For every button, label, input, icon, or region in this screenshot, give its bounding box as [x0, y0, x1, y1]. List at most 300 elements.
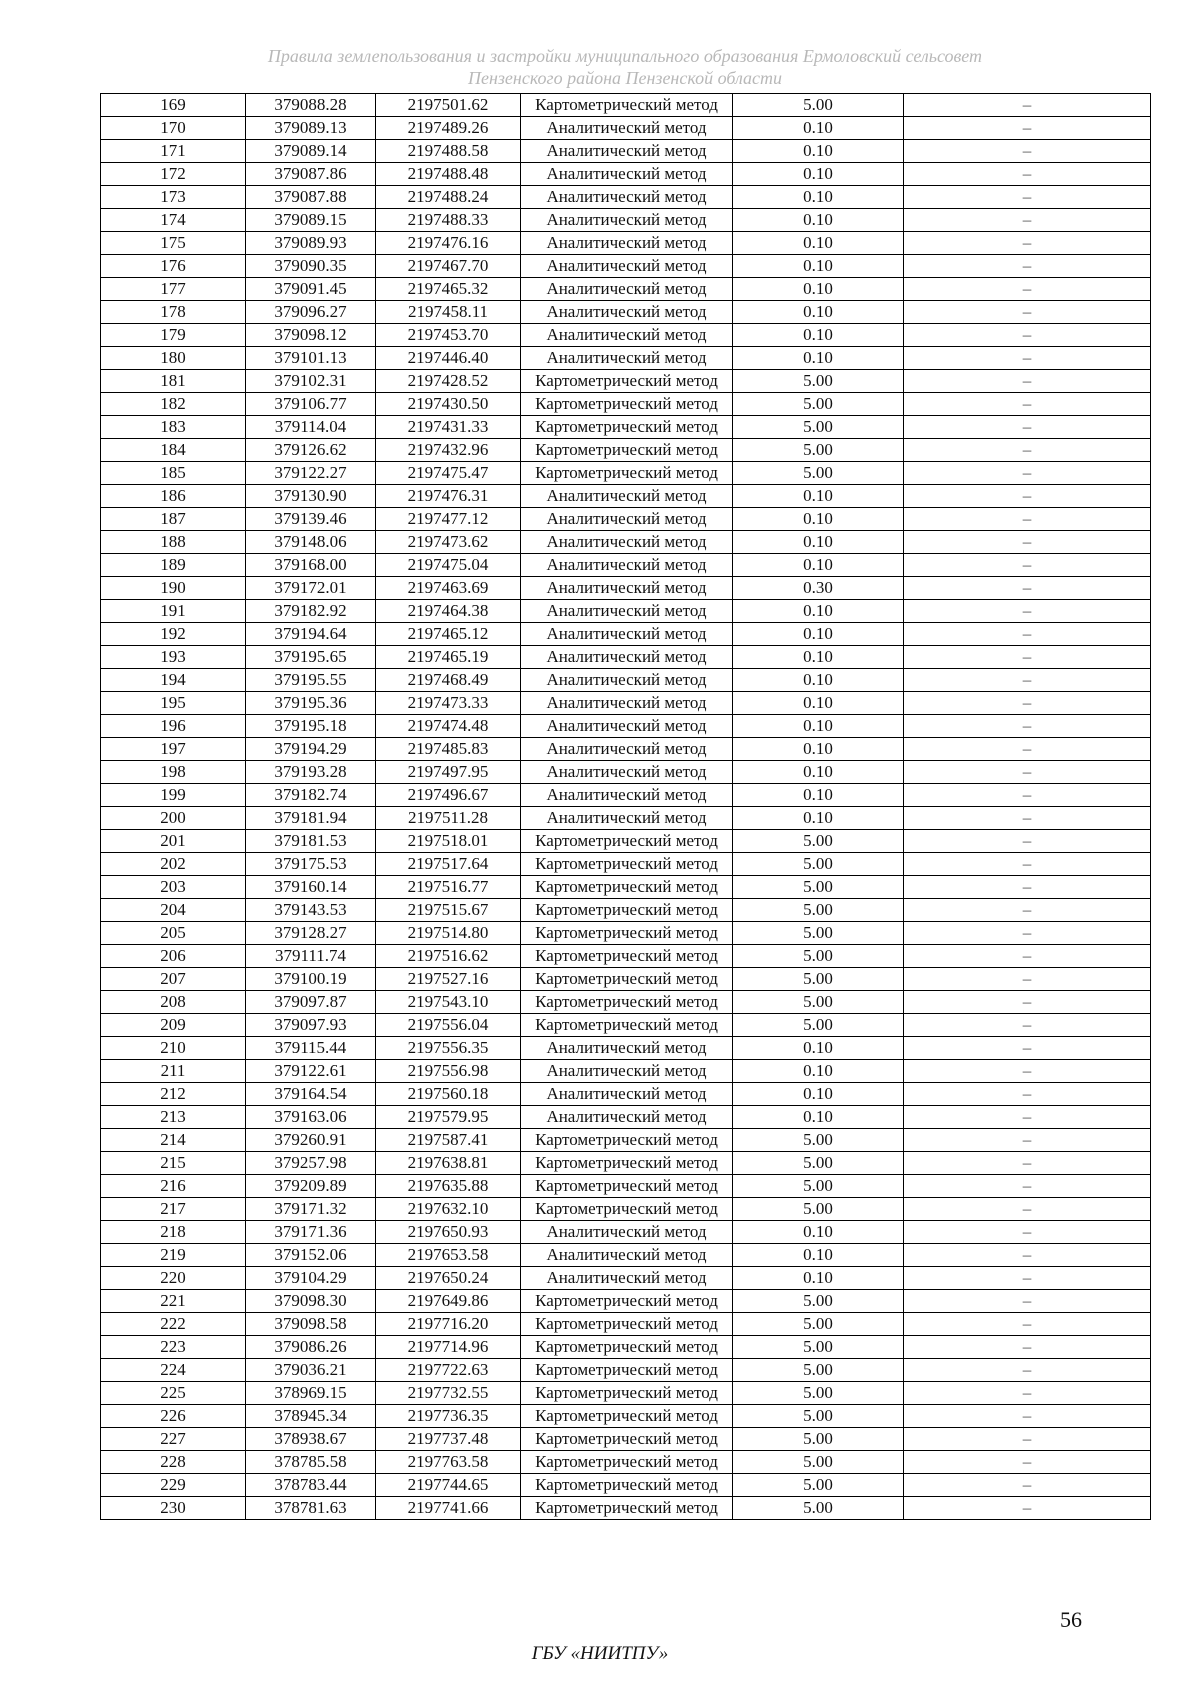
point-number-cell: 200 [101, 807, 246, 830]
y-coordinate-cell: 2197737.48 [376, 1428, 521, 1451]
accuracy-cell: 0.10 [733, 738, 904, 761]
point-number-cell: 221 [101, 1290, 246, 1313]
method-cell: Картометрический метод [521, 830, 733, 853]
point-number-cell: 186 [101, 485, 246, 508]
y-coordinate-cell: 2197474.48 [376, 715, 521, 738]
point-number-cell: 183 [101, 416, 246, 439]
method-cell: Аналитический метод [521, 761, 733, 784]
y-coordinate-cell: 2197488.33 [376, 209, 521, 232]
x-coordinate-cell: 379097.93 [246, 1014, 376, 1037]
method-cell: Аналитический метод [521, 784, 733, 807]
x-coordinate-cell: 378785.58 [246, 1451, 376, 1474]
accuracy-cell: 5.00 [733, 1382, 904, 1405]
accuracy-cell: 5.00 [733, 1497, 904, 1520]
table-row [101, 1037, 1151, 1060]
header-line-1: Правила землепользования и застройки муниципального образования Ермоловский сельсовет [267, 46, 983, 66]
table-row [101, 968, 1151, 991]
x-coordinate-cell: 379114.04 [246, 416, 376, 439]
point-number-cell: 201 [101, 830, 246, 853]
method-cell: Аналитический метод [521, 577, 733, 600]
method-cell: Картометрический метод [521, 94, 733, 117]
point-number-cell: 225 [101, 1382, 246, 1405]
table-row [101, 1497, 1151, 1520]
coordinates-table [100, 93, 1151, 1520]
table-row [101, 669, 1151, 692]
method-cell: Аналитический метод [521, 301, 733, 324]
x-coordinate-cell: 378945.34 [246, 1405, 376, 1428]
method-cell: Картометрический метод [521, 1382, 733, 1405]
formula-cell: – [904, 117, 1151, 140]
point-number-cell: 212 [101, 1083, 246, 1106]
accuracy-cell: 0.10 [733, 1244, 904, 1267]
table-row [101, 646, 1151, 669]
formula-cell: – [904, 876, 1151, 899]
y-coordinate-cell: 2197458.11 [376, 301, 521, 324]
formula-cell: – [904, 186, 1151, 209]
page-number: 56 [1060, 1607, 1082, 1632]
y-coordinate-cell: 2197477.12 [376, 508, 521, 531]
running-header [100, 45, 1150, 89]
y-coordinate-cell: 2197501.62 [376, 94, 521, 117]
accuracy-cell: 5.00 [733, 899, 904, 922]
point-number-cell: 191 [101, 600, 246, 623]
y-coordinate-cell: 2197473.33 [376, 692, 521, 715]
accuracy-cell: 0.10 [733, 1037, 904, 1060]
y-coordinate-cell: 2197556.35 [376, 1037, 521, 1060]
method-cell: Картометрический метод [521, 1359, 733, 1382]
x-coordinate-cell: 379139.46 [246, 508, 376, 531]
formula-cell: – [904, 554, 1151, 577]
y-coordinate-cell: 2197722.63 [376, 1359, 521, 1382]
formula-cell: – [904, 715, 1151, 738]
method-cell: Картометрический метод [521, 945, 733, 968]
point-number-cell: 202 [101, 853, 246, 876]
accuracy-cell: 0.10 [733, 232, 904, 255]
formula-cell: – [904, 1014, 1151, 1037]
method-cell: Аналитический метод [521, 163, 733, 186]
method-cell: Аналитический метод [521, 554, 733, 577]
y-coordinate-cell: 2197515.67 [376, 899, 521, 922]
accuracy-cell: 0.10 [733, 715, 904, 738]
accuracy-cell: 5.00 [733, 1451, 904, 1474]
y-coordinate-cell: 2197560.18 [376, 1083, 521, 1106]
point-number-cell: 195 [101, 692, 246, 715]
x-coordinate-cell: 379209.89 [246, 1175, 376, 1198]
y-coordinate-cell: 2197476.16 [376, 232, 521, 255]
method-cell: Аналитический метод [521, 278, 733, 301]
y-coordinate-cell: 2197518.01 [376, 830, 521, 853]
method-cell: Аналитический метод [521, 692, 733, 715]
table-row [101, 577, 1151, 600]
table-row [101, 324, 1151, 347]
y-coordinate-cell: 2197714.96 [376, 1336, 521, 1359]
formula-cell: – [904, 416, 1151, 439]
formula-cell: – [904, 1336, 1151, 1359]
point-number-cell: 207 [101, 968, 246, 991]
accuracy-cell: 0.10 [733, 1060, 904, 1083]
formula-cell: – [904, 324, 1151, 347]
table-row [101, 1152, 1151, 1175]
x-coordinate-cell: 379195.18 [246, 715, 376, 738]
table-row [101, 140, 1151, 163]
table-row [101, 761, 1151, 784]
formula-cell: – [904, 94, 1151, 117]
point-number-cell: 193 [101, 646, 246, 669]
accuracy-cell: 0.10 [733, 669, 904, 692]
x-coordinate-cell: 379091.45 [246, 278, 376, 301]
point-number-cell: 229 [101, 1474, 246, 1497]
method-cell: Картометрический метод [521, 1290, 733, 1313]
x-coordinate-cell: 379100.19 [246, 968, 376, 991]
table-row [101, 715, 1151, 738]
method-cell: Картометрический метод [521, 439, 733, 462]
formula-cell: – [904, 370, 1151, 393]
x-coordinate-cell: 379106.77 [246, 393, 376, 416]
accuracy-cell: 5.00 [733, 1152, 904, 1175]
table-row [101, 209, 1151, 232]
point-number-cell: 220 [101, 1267, 246, 1290]
x-coordinate-cell: 379163.06 [246, 1106, 376, 1129]
accuracy-cell: 0.10 [733, 1267, 904, 1290]
y-coordinate-cell: 2197475.04 [376, 554, 521, 577]
formula-cell: – [904, 1497, 1151, 1520]
y-coordinate-cell: 2197556.98 [376, 1060, 521, 1083]
x-coordinate-cell: 379168.00 [246, 554, 376, 577]
table-row [101, 738, 1151, 761]
accuracy-cell: 0.10 [733, 531, 904, 554]
x-coordinate-cell: 379089.93 [246, 232, 376, 255]
y-coordinate-cell: 2197428.52 [376, 370, 521, 393]
method-cell: Аналитический метод [521, 1244, 733, 1267]
point-number-cell: 209 [101, 1014, 246, 1037]
formula-cell: – [904, 692, 1151, 715]
x-coordinate-cell: 379160.14 [246, 876, 376, 899]
table-row [101, 462, 1151, 485]
table-row [101, 991, 1151, 1014]
method-cell: Аналитический метод [521, 807, 733, 830]
formula-cell: – [904, 1382, 1151, 1405]
x-coordinate-cell: 379171.32 [246, 1198, 376, 1221]
point-number-cell: 175 [101, 232, 246, 255]
y-coordinate-cell: 2197517.64 [376, 853, 521, 876]
method-cell: Аналитический метод [521, 255, 733, 278]
formula-cell: – [904, 1474, 1151, 1497]
table-row [101, 600, 1151, 623]
accuracy-cell: 5.00 [733, 1359, 904, 1382]
point-number-cell: 173 [101, 186, 246, 209]
formula-cell: – [904, 232, 1151, 255]
x-coordinate-cell: 379090.35 [246, 255, 376, 278]
y-coordinate-cell: 2197763.58 [376, 1451, 521, 1474]
method-cell: Картометрический метод [521, 991, 733, 1014]
y-coordinate-cell: 2197465.12 [376, 623, 521, 646]
x-coordinate-cell: 379102.31 [246, 370, 376, 393]
point-number-cell: 182 [101, 393, 246, 416]
method-cell: Аналитический метод [521, 738, 733, 761]
accuracy-cell: 5.00 [733, 876, 904, 899]
table-row [101, 1129, 1151, 1152]
formula-cell: – [904, 853, 1151, 876]
point-number-cell: 176 [101, 255, 246, 278]
method-cell: Аналитический метод [521, 1267, 733, 1290]
table-row [101, 416, 1151, 439]
y-coordinate-cell: 2197430.50 [376, 393, 521, 416]
y-coordinate-cell: 2197650.24 [376, 1267, 521, 1290]
y-coordinate-cell: 2197511.28 [376, 807, 521, 830]
method-cell: Картометрический метод [521, 370, 733, 393]
accuracy-cell: 0.10 [733, 646, 904, 669]
y-coordinate-cell: 2197732.55 [376, 1382, 521, 1405]
accuracy-cell: 5.00 [733, 853, 904, 876]
x-coordinate-cell: 378969.15 [246, 1382, 376, 1405]
method-cell: Картометрический метод [521, 1014, 733, 1037]
y-coordinate-cell: 2197736.35 [376, 1405, 521, 1428]
x-coordinate-cell: 379096.27 [246, 301, 376, 324]
x-coordinate-cell: 379182.92 [246, 600, 376, 623]
method-cell: Аналитический метод [521, 1037, 733, 1060]
x-coordinate-cell: 379182.74 [246, 784, 376, 807]
formula-cell: – [904, 646, 1151, 669]
table-row [101, 186, 1151, 209]
method-cell: Аналитический метод [521, 1060, 733, 1083]
accuracy-cell: 5.00 [733, 1290, 904, 1313]
formula-cell: – [904, 623, 1151, 646]
table-row [101, 1474, 1151, 1497]
x-coordinate-cell: 379181.53 [246, 830, 376, 853]
method-cell: Картометрический метод [521, 968, 733, 991]
x-coordinate-cell: 379195.65 [246, 646, 376, 669]
formula-cell: – [904, 209, 1151, 232]
point-number-cell: 181 [101, 370, 246, 393]
x-coordinate-cell: 379115.44 [246, 1037, 376, 1060]
accuracy-cell: 0.10 [733, 623, 904, 646]
x-coordinate-cell: 379098.58 [246, 1313, 376, 1336]
method-cell: Картометрический метод [521, 1451, 733, 1474]
formula-cell: – [904, 991, 1151, 1014]
x-coordinate-cell: 379128.27 [246, 922, 376, 945]
table-row [101, 301, 1151, 324]
x-coordinate-cell: 379087.88 [246, 186, 376, 209]
point-number-cell: 210 [101, 1037, 246, 1060]
table-row [101, 163, 1151, 186]
table-row [101, 1359, 1151, 1382]
method-cell: Картометрический метод [521, 1313, 733, 1336]
formula-cell: – [904, 1129, 1151, 1152]
y-coordinate-cell: 2197556.04 [376, 1014, 521, 1037]
accuracy-cell: 5.00 [733, 1129, 904, 1152]
x-coordinate-cell: 379130.90 [246, 485, 376, 508]
y-coordinate-cell: 2197467.70 [376, 255, 521, 278]
accuracy-cell: 5.00 [733, 370, 904, 393]
y-coordinate-cell: 2197650.93 [376, 1221, 521, 1244]
accuracy-cell: 5.00 [733, 968, 904, 991]
method-cell: Аналитический метод [521, 209, 733, 232]
x-coordinate-cell: 379089.13 [246, 117, 376, 140]
method-cell: Картометрический метод [521, 899, 733, 922]
accuracy-cell: 0.10 [733, 784, 904, 807]
accuracy-cell: 0.10 [733, 301, 904, 324]
method-cell: Картометрический метод [521, 393, 733, 416]
formula-cell: – [904, 1221, 1151, 1244]
accuracy-cell: 5.00 [733, 1014, 904, 1037]
table-row [101, 232, 1151, 255]
table-row [101, 1428, 1151, 1451]
accuracy-cell: 0.10 [733, 140, 904, 163]
accuracy-cell: 5.00 [733, 1474, 904, 1497]
method-cell: Картометрический метод [521, 462, 733, 485]
accuracy-cell: 0.10 [733, 186, 904, 209]
method-cell: Картометрический метод [521, 876, 733, 899]
method-cell: Аналитический метод [521, 531, 733, 554]
accuracy-cell: 5.00 [733, 1198, 904, 1221]
accuracy-cell: 5.00 [733, 991, 904, 1014]
point-number-cell: 222 [101, 1313, 246, 1336]
y-coordinate-cell: 2197527.16 [376, 968, 521, 991]
method-cell: Аналитический метод [521, 140, 733, 163]
method-cell: Аналитический метод [521, 623, 733, 646]
formula-cell: – [904, 899, 1151, 922]
accuracy-cell: 5.00 [733, 1336, 904, 1359]
x-coordinate-cell: 379172.01 [246, 577, 376, 600]
table-row [101, 692, 1151, 715]
point-number-cell: 174 [101, 209, 246, 232]
accuracy-cell: 5.00 [733, 1175, 904, 1198]
table-row [101, 853, 1151, 876]
formula-cell: – [904, 1198, 1151, 1221]
point-number-cell: 188 [101, 531, 246, 554]
point-number-cell: 190 [101, 577, 246, 600]
table-row [101, 1267, 1151, 1290]
x-coordinate-cell: 379087.86 [246, 163, 376, 186]
method-cell: Картометрический метод [521, 853, 733, 876]
formula-cell: – [904, 1083, 1151, 1106]
table-row [101, 1382, 1151, 1405]
accuracy-cell: 5.00 [733, 94, 904, 117]
y-coordinate-cell: 2197649.86 [376, 1290, 521, 1313]
formula-cell: – [904, 807, 1151, 830]
method-cell: Аналитический метод [521, 1106, 733, 1129]
formula-cell: – [904, 669, 1151, 692]
method-cell: Аналитический метод [521, 117, 733, 140]
method-cell: Аналитический метод [521, 1221, 733, 1244]
y-coordinate-cell: 2197465.32 [376, 278, 521, 301]
table-row [101, 899, 1151, 922]
point-number-cell: 185 [101, 462, 246, 485]
y-coordinate-cell: 2197463.69 [376, 577, 521, 600]
y-coordinate-cell: 2197579.95 [376, 1106, 521, 1129]
table-row [101, 278, 1151, 301]
point-number-cell: 216 [101, 1175, 246, 1198]
point-number-cell: 205 [101, 922, 246, 945]
y-coordinate-cell: 2197497.95 [376, 761, 521, 784]
y-coordinate-cell: 2197516.62 [376, 945, 521, 968]
point-number-cell: 199 [101, 784, 246, 807]
formula-cell: – [904, 1060, 1151, 1083]
formula-cell: – [904, 278, 1151, 301]
point-number-cell: 184 [101, 439, 246, 462]
table-row [101, 485, 1151, 508]
point-number-cell: 226 [101, 1405, 246, 1428]
formula-cell: – [904, 577, 1151, 600]
y-coordinate-cell: 2197496.67 [376, 784, 521, 807]
point-number-cell: 189 [101, 554, 246, 577]
method-cell: Аналитический метод [521, 669, 733, 692]
formula-cell: – [904, 462, 1151, 485]
x-coordinate-cell: 379098.12 [246, 324, 376, 347]
table-row [101, 1198, 1151, 1221]
accuracy-cell: 0.10 [733, 278, 904, 301]
formula-cell: – [904, 945, 1151, 968]
formula-cell: – [904, 922, 1151, 945]
x-coordinate-cell: 379143.53 [246, 899, 376, 922]
x-coordinate-cell: 379104.29 [246, 1267, 376, 1290]
y-coordinate-cell: 2197432.96 [376, 439, 521, 462]
formula-cell: – [904, 1451, 1151, 1474]
accuracy-cell: 5.00 [733, 1405, 904, 1428]
table-row [101, 1083, 1151, 1106]
method-cell: Картометрический метод [521, 1175, 733, 1198]
x-coordinate-cell: 379171.36 [246, 1221, 376, 1244]
y-coordinate-cell: 2197741.66 [376, 1497, 521, 1520]
method-cell: Аналитический метод [521, 347, 733, 370]
table-row [101, 945, 1151, 968]
accuracy-cell: 5.00 [733, 462, 904, 485]
method-cell: Картометрический метод [521, 1405, 733, 1428]
table-row [101, 1060, 1151, 1083]
table-row [101, 1014, 1151, 1037]
table-row [101, 531, 1151, 554]
method-cell: Картометрический метод [521, 1129, 733, 1152]
point-number-cell: 171 [101, 140, 246, 163]
table-row [101, 1106, 1151, 1129]
y-coordinate-cell: 2197514.80 [376, 922, 521, 945]
accuracy-cell: 5.00 [733, 945, 904, 968]
point-number-cell: 196 [101, 715, 246, 738]
y-coordinate-cell: 2197465.19 [376, 646, 521, 669]
table-row [101, 1244, 1151, 1267]
table-row [101, 830, 1151, 853]
header-line-2: Пензенского района Пензенской области [467, 68, 783, 88]
accuracy-cell: 0.10 [733, 554, 904, 577]
x-coordinate-cell: 379175.53 [246, 853, 376, 876]
y-coordinate-cell: 2197744.65 [376, 1474, 521, 1497]
y-coordinate-cell: 2197516.77 [376, 876, 521, 899]
accuracy-cell: 5.00 [733, 1313, 904, 1336]
accuracy-cell: 0.10 [733, 692, 904, 715]
x-coordinate-cell: 378781.63 [246, 1497, 376, 1520]
coordinates-table-body [101, 94, 1151, 1520]
accuracy-cell: 5.00 [733, 830, 904, 853]
point-number-cell: 197 [101, 738, 246, 761]
formula-cell: – [904, 1428, 1151, 1451]
formula-cell: – [904, 738, 1151, 761]
y-coordinate-cell: 2197446.40 [376, 347, 521, 370]
point-number-cell: 213 [101, 1106, 246, 1129]
y-coordinate-cell: 2197488.48 [376, 163, 521, 186]
formula-cell: – [904, 968, 1151, 991]
table-row [101, 117, 1151, 140]
y-coordinate-cell: 2197464.38 [376, 600, 521, 623]
point-number-cell: 194 [101, 669, 246, 692]
point-number-cell: 180 [101, 347, 246, 370]
accuracy-cell: 0.10 [733, 1106, 904, 1129]
x-coordinate-cell: 379260.91 [246, 1129, 376, 1152]
formula-cell: – [904, 830, 1151, 853]
point-number-cell: 208 [101, 991, 246, 1014]
accuracy-cell: 0.10 [733, 1083, 904, 1106]
formula-cell: – [904, 1267, 1151, 1290]
point-number-cell: 204 [101, 899, 246, 922]
